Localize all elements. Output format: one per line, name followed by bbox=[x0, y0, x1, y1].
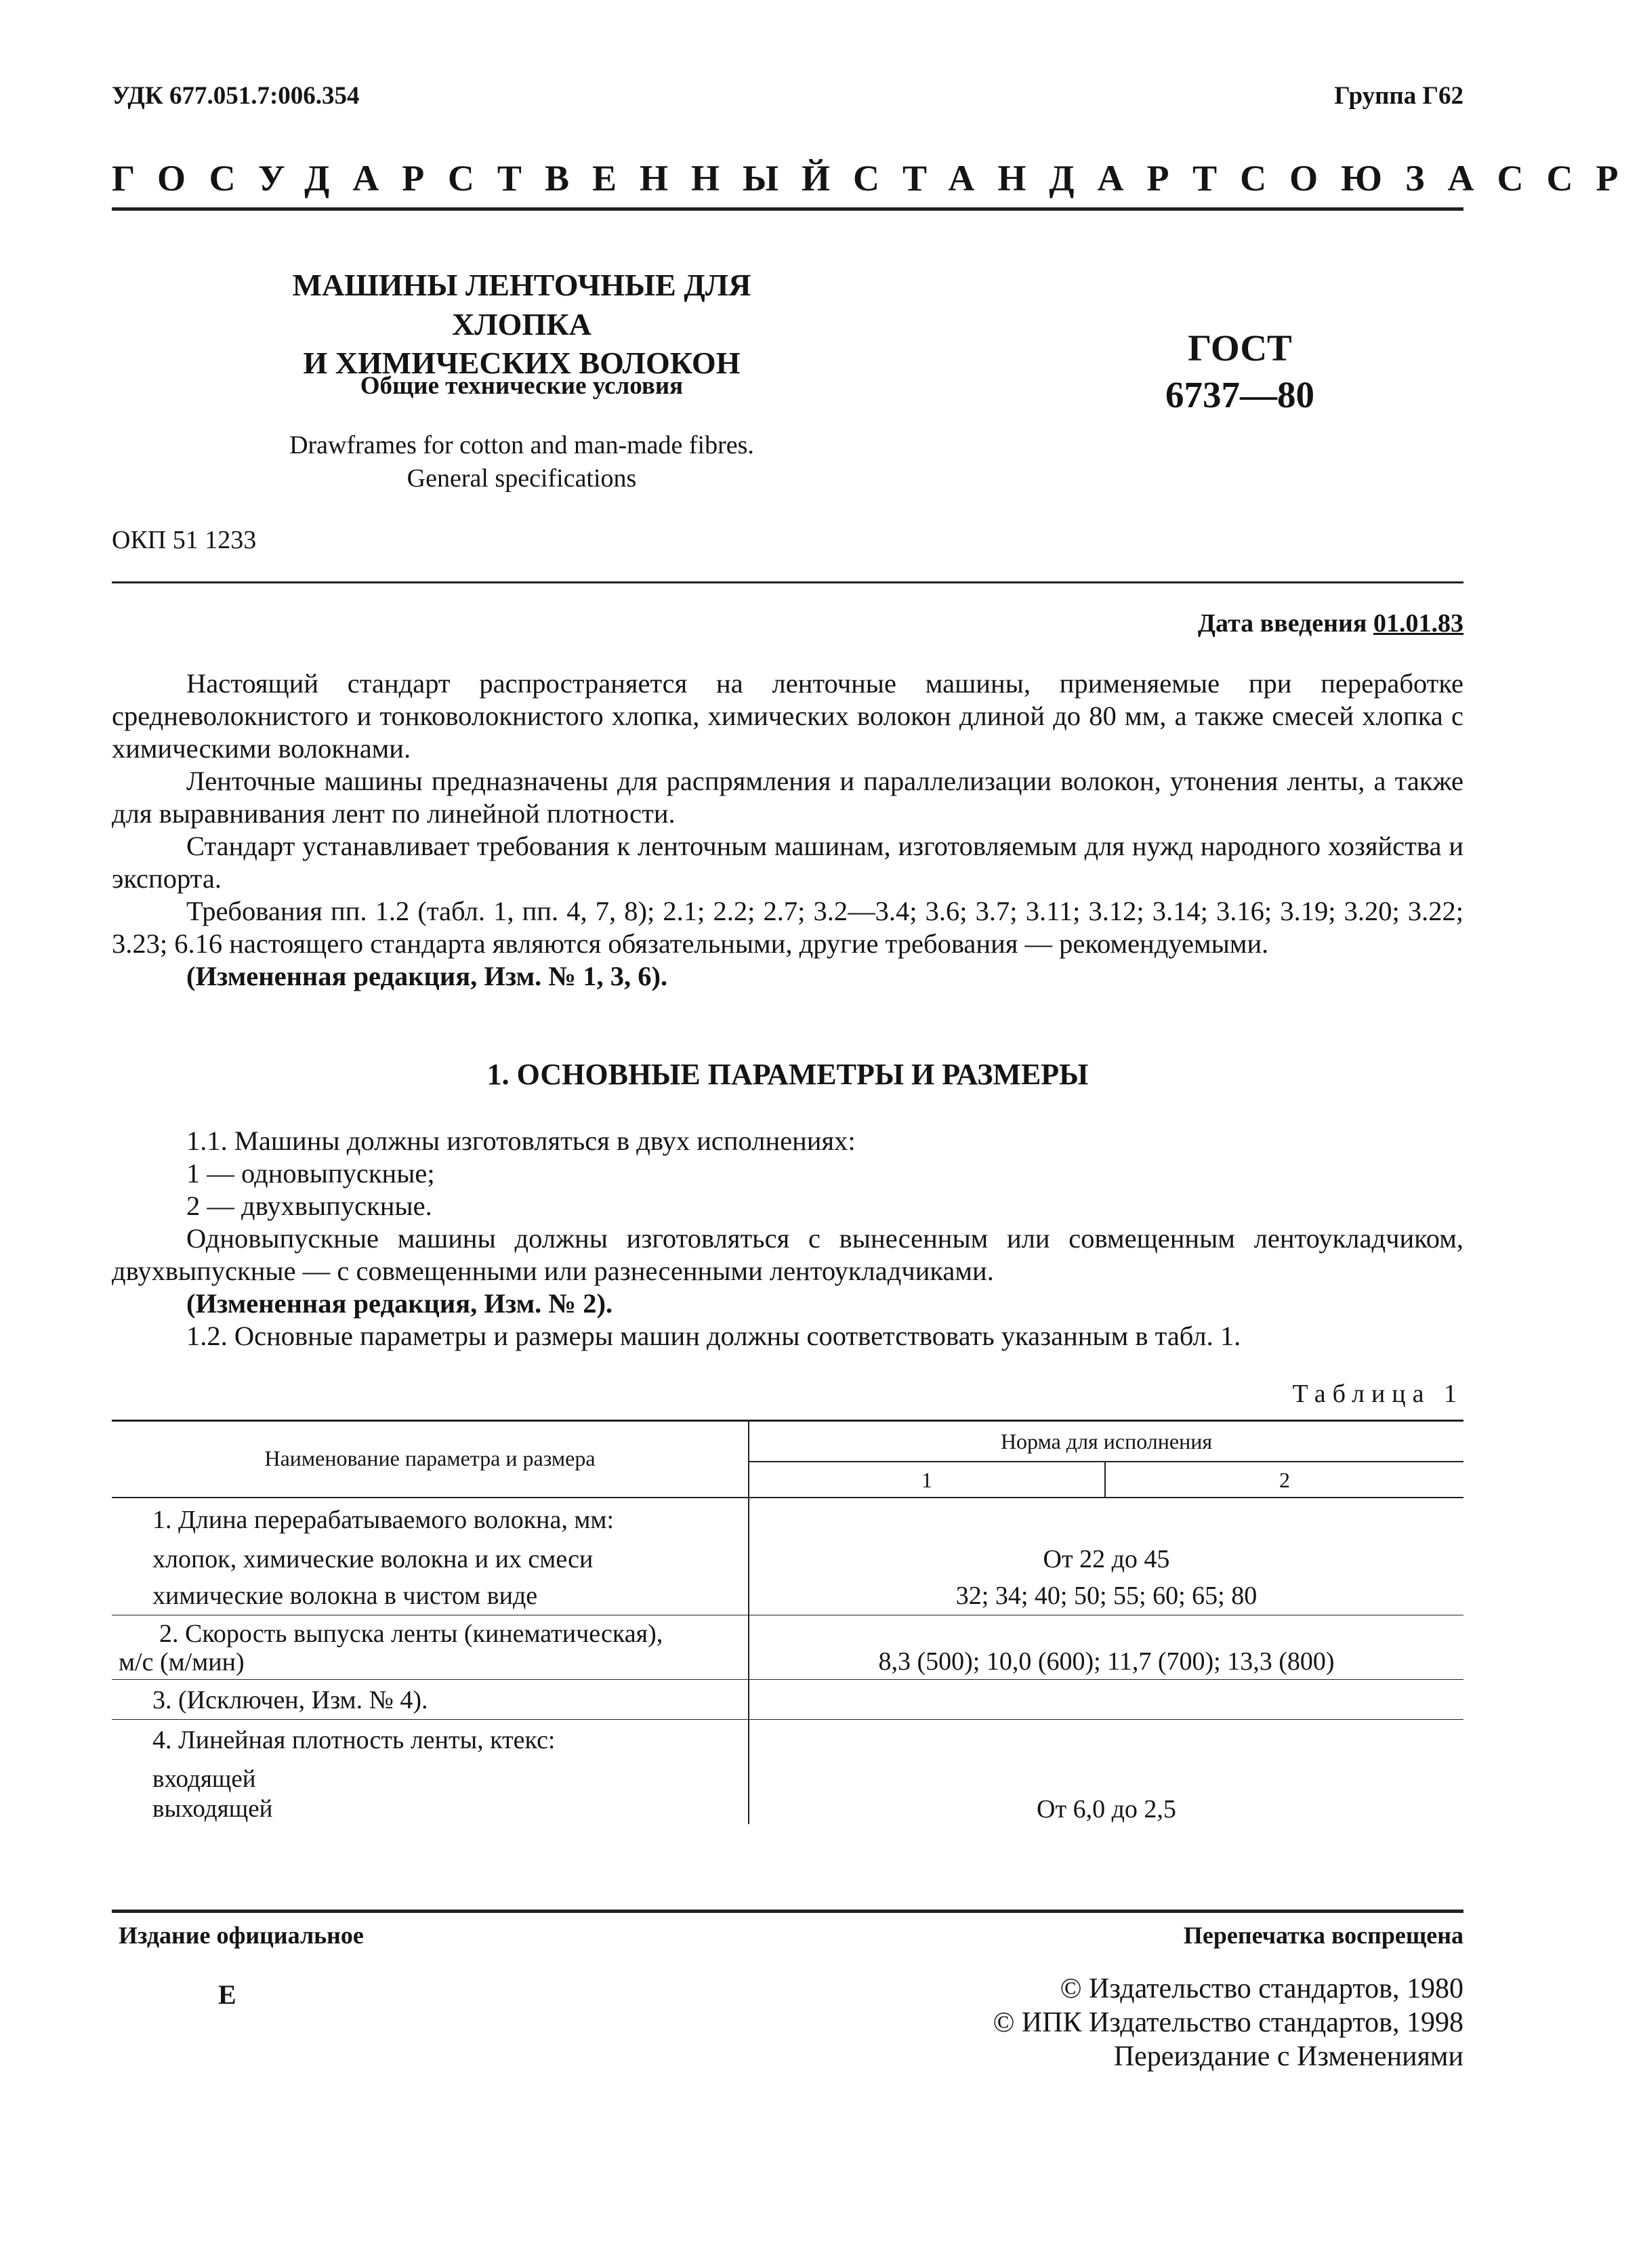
header-rule bbox=[112, 207, 1463, 211]
title-line-1: МАШИНЫ ЛЕНТОЧНЫЕ ДЛЯ ХЛОПКА bbox=[292, 268, 751, 342]
table-header-parameter: Наименование параметра и размера bbox=[112, 1420, 749, 1498]
document-title bbox=[224, 266, 820, 383]
row-1-heading: 1. Длина перерабатываемого волокна, мм: bbox=[112, 1498, 749, 1538]
gost-number: 6737—80 bbox=[1165, 373, 1314, 415]
section-1-paragraph-3: 1.2. Основные параметры и размеры машин должны соответствовать указанным в табл. 1. bbox=[186, 1321, 1241, 1351]
intro-paragraph-4: Требования пп. 1.2 (табл. 1, пп. 4, 7, 8); 2.1; 2.2; 2.7; 3.2—3.4; 3.6; 3.7; 3.11; 3.12; 3.14; 3.16; 3.19; 3.20; 3.22; 3.23; 6.16 настоящего стандарта являются обязательными, другие требования — рекомендуемыми. bbox=[112, 896, 1463, 959]
table-row bbox=[112, 1538, 1463, 1574]
date-label: Дата введения bbox=[1197, 609, 1367, 638]
row-1b-value: 32; 34; 40; 50; 55; 60; 65; 80 bbox=[749, 1574, 1463, 1615]
title-line-2: И ХИМИЧЕСКИХ ВОЛОКОН bbox=[303, 346, 741, 380]
english-title-line-2: General specifications bbox=[407, 464, 637, 493]
udk-code: УДК 677.051.7:006.354 bbox=[112, 82, 360, 110]
table-row bbox=[112, 1680, 1463, 1720]
gost-label: ГОСТ bbox=[1188, 327, 1292, 369]
table-header-variant-2: 2 bbox=[1105, 1462, 1463, 1498]
banner-word-2: СТАНДАРТ bbox=[853, 158, 1241, 199]
row-4-labels bbox=[112, 1765, 749, 1824]
date-value: 01.01.83 bbox=[1373, 609, 1463, 638]
gost-designation bbox=[1131, 325, 1348, 419]
row-2-label bbox=[112, 1615, 749, 1680]
standard-banner bbox=[112, 157, 1641, 199]
parameters-table bbox=[112, 1420, 1463, 1824]
section-1-amendment: (Измененная редакция, Изм. № 2). bbox=[186, 1288, 613, 1319]
intro-amendment: (Измененная редакция, Изм. № 1, 3, 6). bbox=[186, 961, 668, 991]
table-row bbox=[112, 1615, 1463, 1680]
copyright-block bbox=[993, 1972, 1463, 2074]
row-4-heading-value bbox=[749, 1720, 1463, 1765]
intro-paragraph-2: Ленточные машины предназначены для распрямления и параллелизации волокон, утонения ленты, а также для выравнивания лент по линейной плотности. bbox=[112, 766, 1463, 829]
table-row bbox=[112, 1720, 1463, 1765]
footer-rule bbox=[112, 1910, 1463, 1913]
table-header-norm: Норма для исполнения bbox=[749, 1420, 1463, 1462]
document-subtitle: Общие технические условия bbox=[360, 372, 684, 400]
group-code: Группа Г62 bbox=[1334, 82, 1463, 110]
row-1-heading-value bbox=[749, 1498, 1463, 1538]
row-1b-label: химические волокна в чистом виде bbox=[112, 1574, 749, 1615]
intro-paragraph-1: Настоящий стандарт распространяется на ленточные машины, применяемые при переработке средневолокнистого и тонковолокнистого хлопка, химических волокон длиной до 80 мм, а также смесей хлопка с химическими волокнами. bbox=[112, 668, 1463, 764]
edition-letter: Е bbox=[218, 1979, 236, 2010]
copyright-line-3: Переиздание с Изменениями bbox=[1113, 2041, 1463, 2072]
section-1-text bbox=[112, 1125, 1463, 1353]
section-1-heading: 1. ОСНОВНЫЕ ПАРАМЕТРЫ И РАЗМЕРЫ bbox=[486, 1058, 1089, 1091]
row-4-value: От 6,0 до 2,5 bbox=[1037, 1795, 1176, 1823]
row-2-label-line-1: 2. Скорость выпуска ленты (кинематическая), bbox=[159, 1620, 663, 1648]
english-title-line-1: Drawframes for cotton and man-made fibres. bbox=[289, 431, 754, 459]
official-edition-label: Издание официальное bbox=[119, 1922, 364, 1949]
section-1-variant-2: 2 — двухвыпускные. bbox=[186, 1191, 432, 1221]
row-4b-label: выходящей bbox=[152, 1795, 273, 1823]
title-rule bbox=[112, 581, 1463, 583]
banner-word-4: ССР bbox=[1497, 158, 1641, 199]
english-title bbox=[224, 429, 820, 496]
introduction-date bbox=[1198, 609, 1463, 638]
section-1-paragraph-1: 1.1. Машины должны изготовляться в двух исполнениях: bbox=[186, 1126, 856, 1156]
table-header-variant-1: 1 bbox=[749, 1462, 1105, 1498]
row-1a-value: От 22 до 45 bbox=[1043, 1545, 1170, 1573]
row-2-label-line-2: м/с (м/мин) bbox=[119, 1648, 245, 1676]
row-4-heading: 4. Линейная плотность ленты, ктекс: bbox=[112, 1720, 749, 1765]
copyright-line-1: © Издательство стандартов, 1980 bbox=[1060, 1973, 1463, 2004]
row-3-value bbox=[749, 1680, 1463, 1720]
section-1-paragraph-2: Одновыпускные машины должны изготовляться с вынесенным или совмещенным лентоукладчиком, двухвыпускные — с совмещенными или разнесенными лентоукладчиками. bbox=[112, 1223, 1463, 1286]
banner-word-3: СОЮЗА bbox=[1240, 158, 1497, 199]
section-1-variant-1: 1 — одновыпускные; bbox=[186, 1158, 435, 1189]
table-row bbox=[112, 1498, 1463, 1538]
copyright-line-2: © ИПК Издательство стандартов, 1998 bbox=[993, 2007, 1463, 2038]
row-2-value: 8,3 (500); 10,0 (600); 11,7 (700); 13,3 (800) bbox=[749, 1615, 1463, 1680]
table-row bbox=[112, 1574, 1463, 1615]
okp-code: ОКП 51 1233 bbox=[112, 526, 257, 554]
table-caption: Таблица 1 bbox=[1292, 1380, 1463, 1408]
intro-text bbox=[112, 667, 1463, 993]
row-3-label: 3. (Исключен, Изм. № 4). bbox=[112, 1680, 749, 1720]
table-row bbox=[112, 1765, 1463, 1824]
intro-paragraph-3: Стандарт устанавливает требования к ленточным машинам, изготовляемым для нужд народного хозяйства и экспорта. bbox=[112, 831, 1463, 894]
banner-word-1: ГОСУДАРСТВЕННЫЙ bbox=[112, 158, 854, 199]
row-4a-label: входящей bbox=[152, 1765, 256, 1793]
reprint-prohibited-label: Перепечатка воспрещена bbox=[1183, 1922, 1463, 1949]
row-1a-label: хлопок, химические волокна и их смеси bbox=[112, 1538, 749, 1574]
